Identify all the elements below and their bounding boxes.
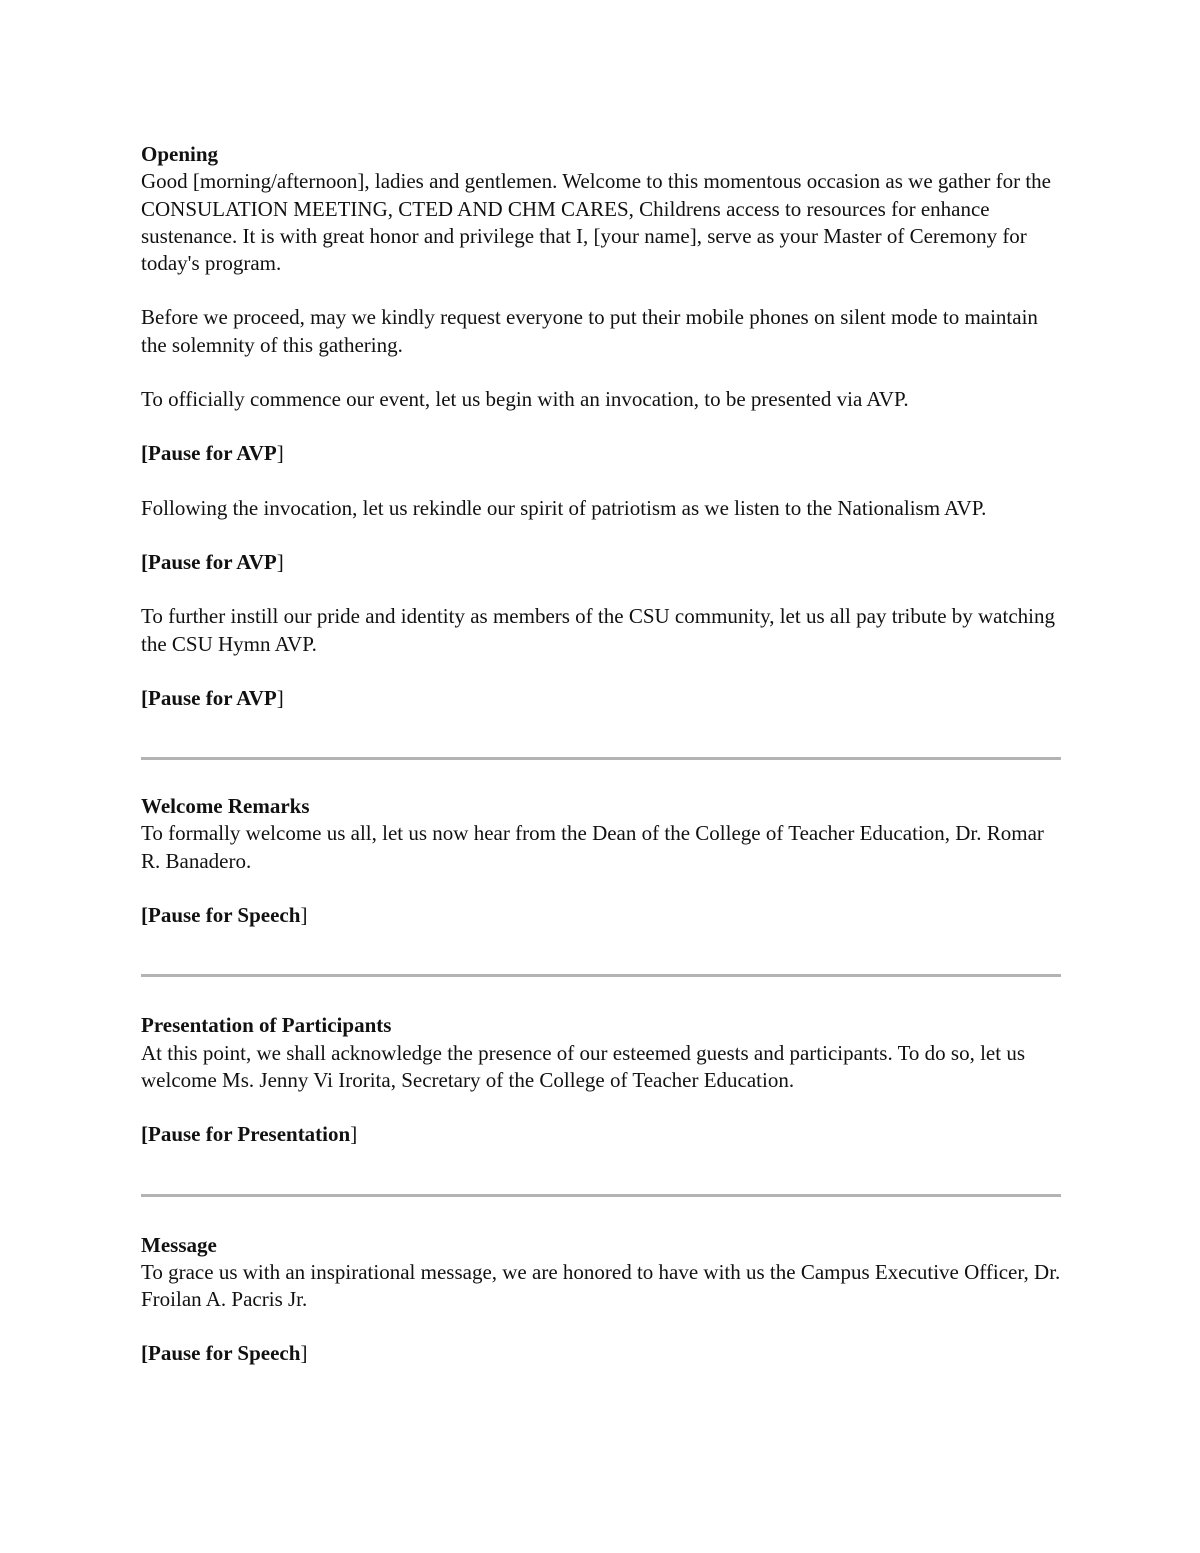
paragraph-csu-hymn: To further instill our pride and identity as members of the CSU community, let us all pay tribute by watching the CSU Hymn AVP. <box>141 604 1055 656</box>
section-heading-opening: Opening <box>141 142 219 166</box>
paragraph-mobile-phones: Before we proceed, may we kindly request everyone to put their mobile phones on silent mode to maintain the solemnity of this gathering. <box>141 305 1038 357</box>
paragraph-welcome-remarks: To formally welcome us all, let us now hear from the Dean of the College of Teacher Education, Dr. Romar R. Banadero. <box>141 821 1044 873</box>
section-heading-message: Message <box>141 1232 217 1257</box>
pause-cue-invocation-avp: [Pause for AVP] <box>141 441 284 466</box>
paragraph-nationalism: Following the invocation, let us rekindle our spirit of patriotism as we listen to the Nationalism AVP. <box>141 495 987 520</box>
pause-cue-message-speech: [Pause for Speech] <box>141 1341 308 1366</box>
paragraph-presentation: At this point, we shall acknowledge the presence of our esteemed guests and participants. To do so, let us welcome Ms. Jenny Vi Irorita, Secretary of the College of Teacher Education. <box>141 1040 1026 1092</box>
pause-cue-welcome-speech: [Pause for Speech] <box>141 903 308 928</box>
pause-cue-presentation: [Pause for Presentation] <box>141 1122 358 1147</box>
section-divider <box>141 974 1061 977</box>
section-heading-welcome-remarks: Welcome Remarks <box>141 794 310 819</box>
paragraph-invocation: To officially commence our event, let us begin with an invocation, to be presented via AVP. <box>141 387 909 412</box>
section-divider <box>141 1194 1061 1197</box>
section-heading-presentation: Presentation of Participants <box>141 1013 392 1038</box>
pause-cue-hymn-avp: [Pause for AVP] <box>141 685 284 710</box>
section-divider <box>141 757 1061 760</box>
paragraph-welcome-greeting: Good [morning/afternoon], ladies and gentlemen. Welcome to this momentous occasion as we gather for the CONSULATION MEETING, CTED AND CHM CARES, Childrens access to resources for enhance sustenance. It is with great honor and privilege that I, [your name], serve as your Master of Ceremony for today's program. <box>141 169 1052 276</box>
paragraph-message: To grace us with an inspirational message, we are honored to have with us the Campus Executive Officer, Dr. Froilan A. Pacris Jr. <box>141 1259 1061 1312</box>
document-page <box>141 141 1061 1395</box>
pause-cue-nationalism-avp: [Pause for AVP] <box>141 549 284 574</box>
